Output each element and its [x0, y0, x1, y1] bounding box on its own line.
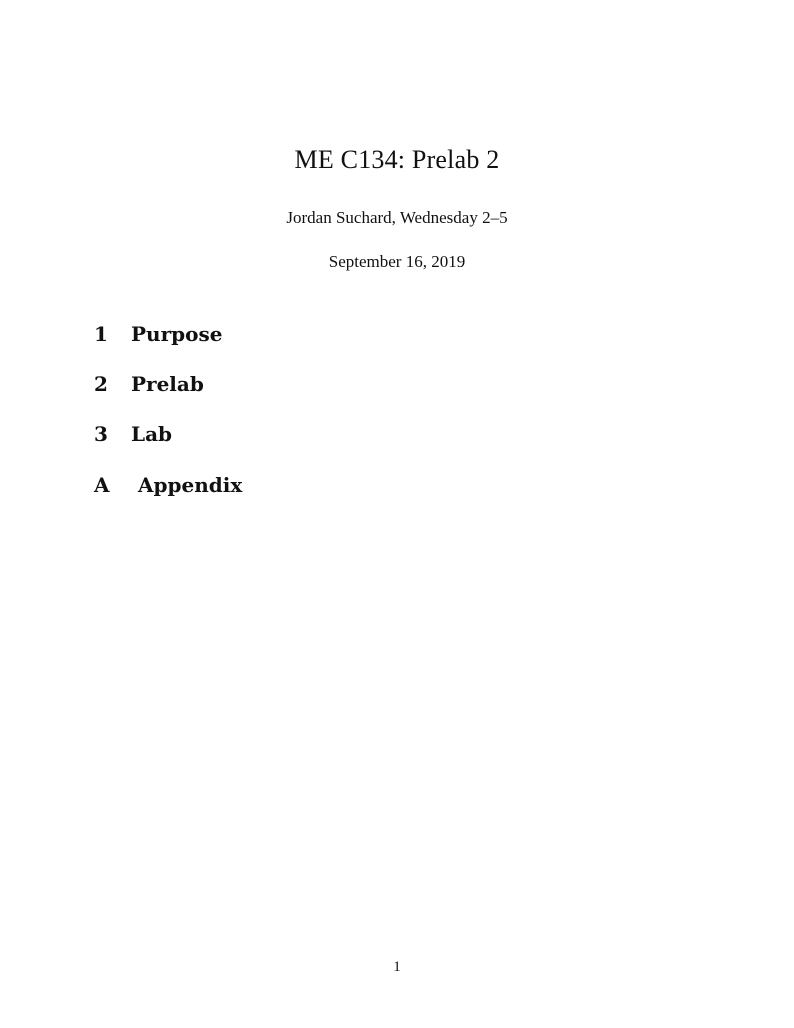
- section-title: Appendix: [138, 473, 243, 497]
- section-title: Lab: [131, 422, 173, 446]
- section-heading-purpose: [94, 322, 222, 346]
- section-heading-appendix: [94, 473, 242, 497]
- section-number: 1: [94, 322, 108, 346]
- section-heading-prelab: [94, 372, 204, 396]
- section-heading-lab: [94, 422, 172, 446]
- section-number: 2: [94, 372, 108, 396]
- section-title: Prelab: [131, 372, 204, 396]
- document-author: Jordan Suchard, Wednesday 2–5: [286, 208, 508, 227]
- section-number: 3: [94, 422, 108, 446]
- section-number: A: [94, 473, 110, 497]
- section-title: Purpose: [131, 322, 223, 346]
- document-title: ME C134: Prelab 2: [294, 145, 500, 174]
- document-date: September 16, 2019: [328, 252, 466, 271]
- page-number: 1: [393, 959, 401, 975]
